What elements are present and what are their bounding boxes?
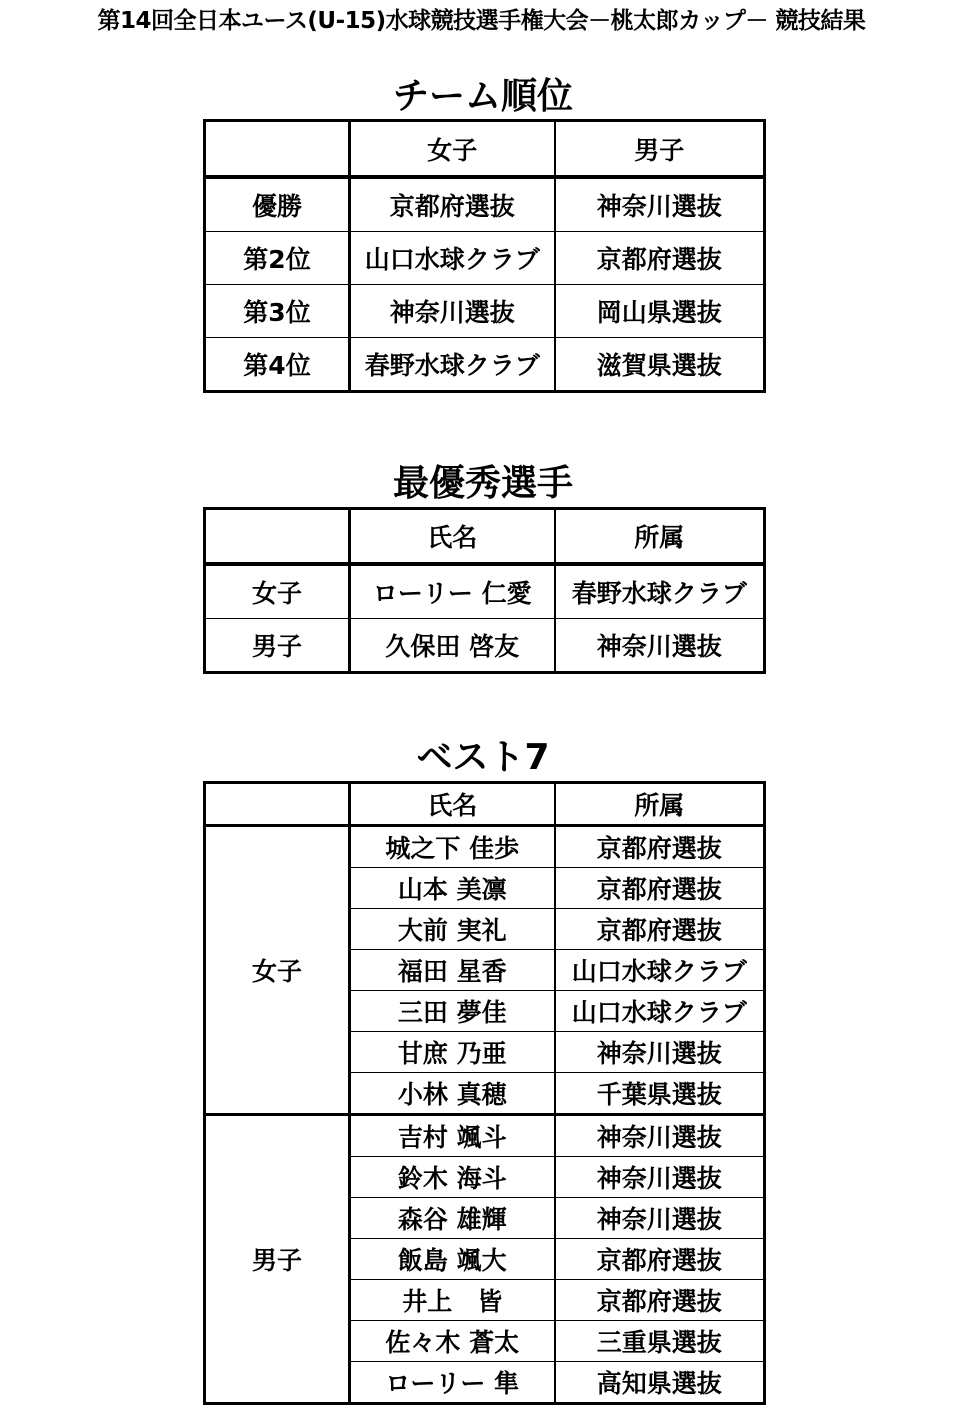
player-team: 京都府選抜 (555, 1280, 765, 1321)
player-team: 神奈川選抜 (555, 1157, 765, 1198)
women-team: 京都府選抜 (350, 177, 555, 232)
player-name: 山本 美凛 (350, 868, 555, 909)
rank-label: 第3位 (205, 285, 350, 338)
column-header-blank (205, 783, 350, 826)
player-team: 神奈川選抜 (555, 1032, 765, 1073)
player-team: 高知県選抜 (555, 1362, 765, 1404)
mvp-table (203, 507, 766, 674)
player-team: 京都府選抜 (555, 909, 765, 950)
rank-label: 優勝 (205, 177, 350, 232)
table-row (205, 1115, 765, 1157)
column-header-team: 所属 (555, 509, 765, 565)
women-team: 神奈川選抜 (350, 285, 555, 338)
best7-heading: ベスト7 (416, 737, 550, 778)
team-ranking-table (203, 119, 766, 393)
player-name: 福田 星香 (350, 950, 555, 991)
table-row (205, 619, 765, 673)
player-name: 吉村 颯斗 (350, 1115, 555, 1157)
column-header-men: 男子 (555, 121, 765, 178)
player-team: 京都府選抜 (555, 1239, 765, 1280)
player-name: ローリー 隼 (350, 1362, 555, 1404)
category-label-men: 男子 (205, 1115, 350, 1404)
men-team: 滋賀県選抜 (555, 338, 765, 392)
women-team: 春野水球クラブ (350, 338, 555, 392)
column-header-name: 氏名 (350, 509, 555, 565)
table-row (205, 338, 765, 392)
player-team: 春野水球クラブ (555, 564, 765, 619)
player-name: 佐々木 蒼太 (350, 1321, 555, 1362)
rank-label: 第2位 (205, 232, 350, 285)
player-name: ローリー 仁愛 (350, 564, 555, 619)
player-team: 京都府選抜 (555, 826, 765, 868)
mvp-header-row (205, 509, 765, 565)
best7-table (203, 781, 766, 1405)
men-team: 神奈川選抜 (555, 177, 765, 232)
player-team: 神奈川選抜 (555, 619, 765, 673)
player-team: 神奈川選抜 (555, 1198, 765, 1239)
player-team: 千葉県選抜 (555, 1073, 765, 1115)
table-row (205, 564, 765, 619)
player-name: 城之下 佳歩 (350, 826, 555, 868)
category-label: 女子 (205, 564, 350, 619)
team-ranking-heading: チーム順位 (392, 76, 573, 117)
player-name: 甘庶 乃亜 (350, 1032, 555, 1073)
player-team: 山口水球クラブ (555, 991, 765, 1032)
player-team: 京都府選抜 (555, 868, 765, 909)
player-team: 三重県選抜 (555, 1321, 765, 1362)
men-team: 京都府選抜 (555, 232, 765, 285)
table-row (205, 826, 765, 868)
women-team: 山口水球クラブ (350, 232, 555, 285)
column-header-blank (205, 509, 350, 565)
player-name: 小林 真穂 (350, 1073, 555, 1115)
table-row (205, 285, 765, 338)
column-header-name: 氏名 (350, 783, 555, 826)
mvp-heading: 最優秀選手 (392, 463, 573, 504)
player-name: 大前 実礼 (350, 909, 555, 950)
player-name: 三田 夢佳 (350, 991, 555, 1032)
best7-header-row (205, 783, 765, 826)
table-row (205, 232, 765, 285)
page-title: 第14回全日本ユース(U-15)水球競技選手権大会－桃太郎カップ－ 競技結果 (97, 8, 866, 34)
player-name: 森谷 雄輝 (350, 1198, 555, 1239)
table-row (205, 177, 765, 232)
player-name: 鈴木 海斗 (350, 1157, 555, 1198)
player-team: 山口水球クラブ (555, 950, 765, 991)
category-label-women: 女子 (205, 826, 350, 1115)
column-header-team: 所属 (555, 783, 765, 826)
player-name: 久保田 啓友 (350, 619, 555, 673)
category-label: 男子 (205, 619, 350, 673)
column-header-women: 女子 (350, 121, 555, 178)
team-ranking-header-row (205, 121, 765, 178)
player-name: 井上 皆 (350, 1280, 555, 1321)
rank-label: 第4位 (205, 338, 350, 392)
men-team: 岡山県選抜 (555, 285, 765, 338)
player-team: 神奈川選抜 (555, 1115, 765, 1157)
player-name: 飯島 颯大 (350, 1239, 555, 1280)
column-header-blank (205, 121, 350, 178)
